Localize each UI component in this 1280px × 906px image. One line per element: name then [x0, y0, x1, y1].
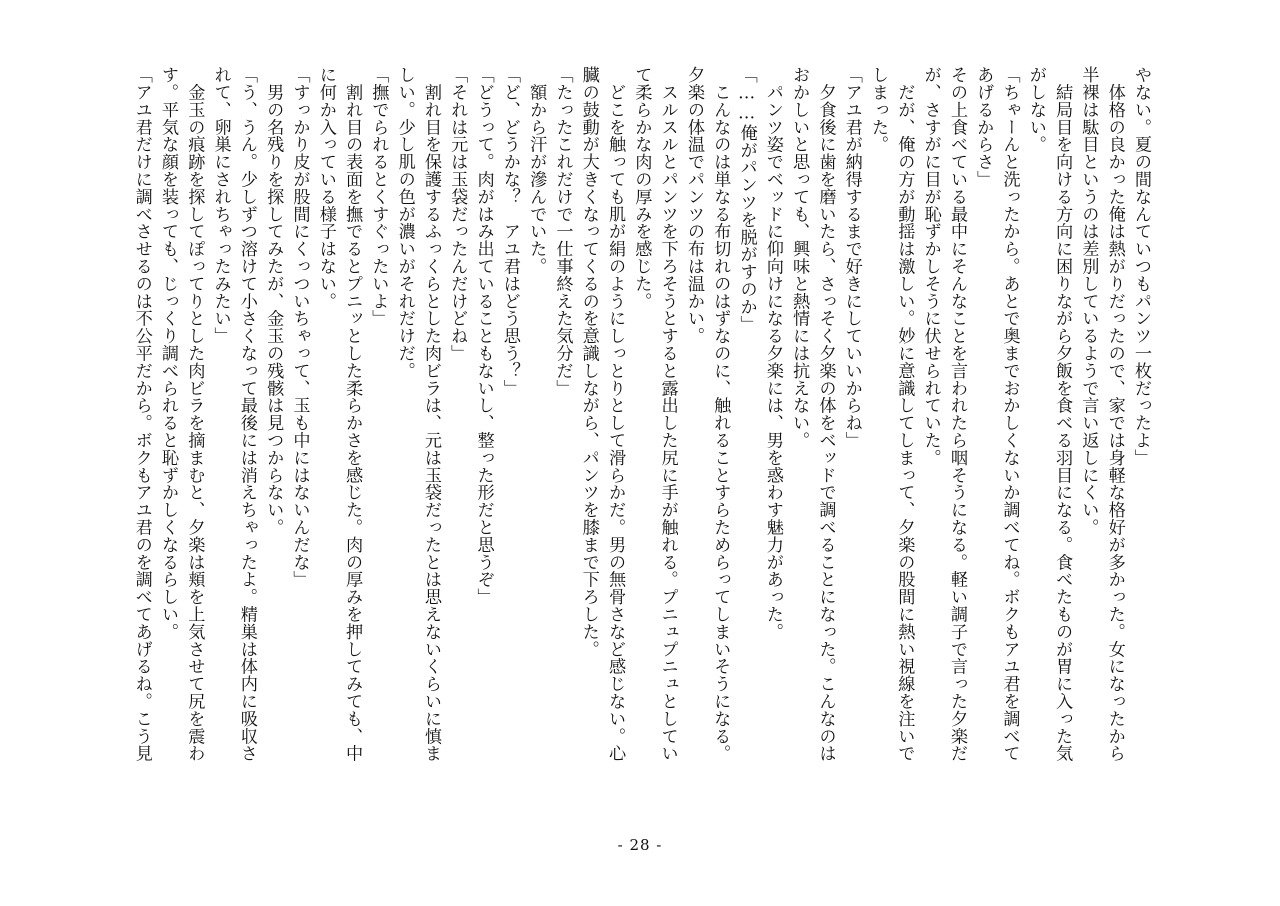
text-line: す。平気な顔を装っても、じっくり調べられると恥ずかしくなるらしい。: [158, 66, 179, 641]
text-line: こんなのは単なる布切れのはずなのに、触れることすらためらってしまいそうになる。: [710, 66, 731, 762]
text-line: れて、卵巣にされちゃったみたい」: [210, 66, 231, 345]
text-line: 「撫でられるとくすぐったいよ」: [368, 66, 389, 327]
text-line: 夕食後に歯を磨いたら、さっそく夕楽の体をベッドで調べることになった。こんなのは: [815, 66, 836, 762]
text-line: だが、俺の方が動揺は激しい。妙に意識してしまって、夕楽の股間に熱い視線を注いで: [894, 66, 915, 762]
text-line: 金玉の痕跡を探してぽってりとした肉ビラを摘まむと、夕楽は頬を上気させて尻を震わ: [184, 66, 205, 762]
text-line: どこを触っても肌が絹のようにしっとりとして滑らかだ。男の無骨さなど感じない。心: [605, 66, 626, 762]
text-line: 額から汗が滲んでいた。: [526, 66, 547, 275]
text-line: しまった。: [868, 66, 889, 153]
text-line: 割れ目の表面を撫でるとプニッとした柔らかさを感じた。肉の厚みを押してみても、中: [342, 66, 363, 762]
text-line: 「すっかり皮が股間にくっついちゃって、玉も中にはないんだな」: [289, 66, 310, 588]
text-line: やない。夏の間なんていつもパンツ一枚だったよ」: [1131, 66, 1151, 467]
text-line: 「アユ君だけに調べさせるのは不公平だから。ボクもアユ君のを調べてあげるね。こう見: [131, 66, 152, 762]
text-line: て柔らかな肉の厚みを感じた。: [631, 66, 652, 310]
text-line: 半裸は駄目というのは差別しているようで言い返しにくい。: [1078, 66, 1099, 536]
text-line: 「アユ君が納得するまで好きにしていいからね」: [841, 66, 862, 449]
text-line: あげるからさ」: [973, 66, 994, 188]
page-number: - 28 -: [617, 836, 663, 854]
text-line: おかしいと思っても、興味と熱情には抗えない。: [789, 66, 810, 449]
text-line: が、さすがに目が恥ずかしそうに伏せられていた。: [920, 66, 941, 467]
text-line: に何か入っている様子はない。: [315, 66, 336, 310]
text-line: 「ちゃーんと洗ったから。あとで奥までおかしくないか調べてね。ボクもアユ君を調べて: [999, 66, 1020, 762]
text-line: 臓の鼓動が大きくなってくるのを意識しながら、パンツを膝まで下ろした。: [578, 66, 599, 658]
vertical-body-text: [128, 66, 1154, 818]
text-line: しい。少し肌の色が濃いがそれだけだ。: [394, 66, 415, 380]
text-line: 結局目を向ける方向に困りながら夕飯を食べる羽目になる。食べたものが胃に入った気: [1052, 66, 1073, 762]
text-line: 「たったこれだけで一仕事終えた気分だ」: [552, 66, 573, 397]
text-line: 「どうって。肉がはみ出ていることもないし、整った形だと思うぞ」: [473, 66, 494, 606]
text-line: 「それは元は玉袋だったんだけどね」: [447, 66, 468, 362]
text-line: 夕楽の体温でパンツの布は温かい。: [683, 66, 704, 345]
text-line: 体格の良かった俺は熱がりだったので、家では身軽な格好が多かった。女になったから: [1104, 66, 1125, 762]
text-line: 男の名残りを探してみたが、金玉の残骸は見つからない。: [263, 66, 284, 536]
text-line: 「……俺がパンツを脱がすのか」: [736, 66, 757, 333]
text-line: 割れ目を保護するふっくらとした肉ビラは、元は玉袋だったとは思えないくらいに慎ま: [420, 66, 441, 762]
text-line: がしない。: [1025, 66, 1046, 153]
text-line: 「ど、どうかな？ アユ君はどう思う？」: [499, 66, 520, 397]
text-line: スルスルとパンツを下ろそうとすると露出した尻に手が触れる。プニュプニュとしてい: [657, 66, 678, 762]
text-line: その上食べている最中にそんなことを言われたら咽そうになる。軽い調子で言った夕楽だ: [946, 66, 967, 762]
text-line: パンツ姿でベッドに仰向けになる夕楽には、男を惑わす魅力があった。: [762, 66, 783, 641]
text-line: 「う、うん。少しずつ溶けて小さくなって最後には消えちゃったよ。精巣は体内に吸収さ: [236, 66, 257, 762]
